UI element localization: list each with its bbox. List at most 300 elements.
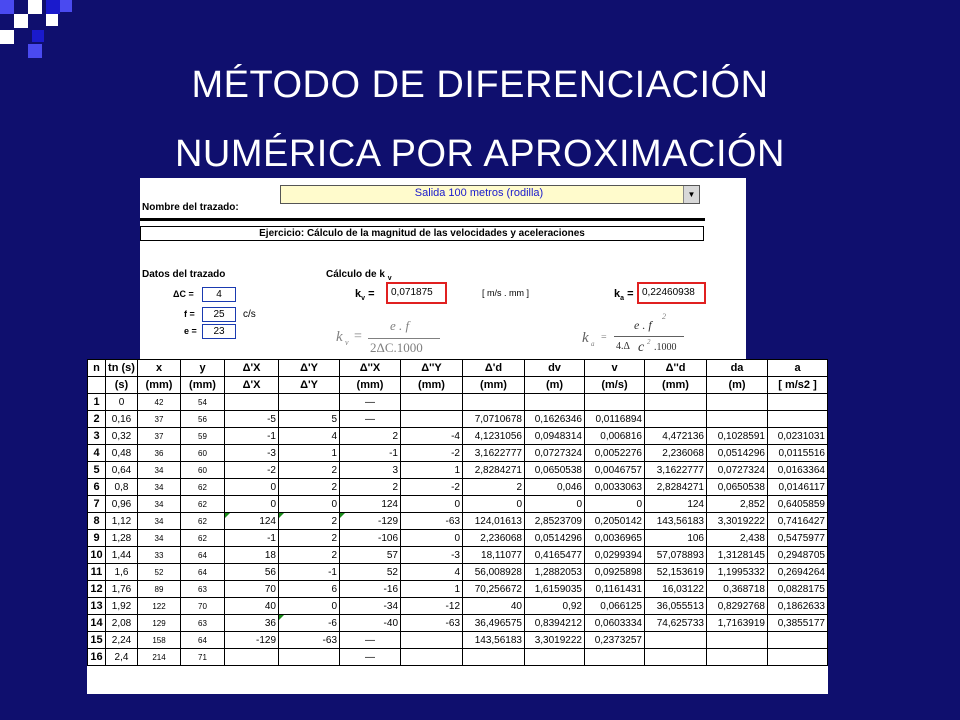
column-header: Δ'd xyxy=(463,360,525,377)
table-cell: 0,8 xyxy=(106,479,138,496)
spreadsheet-panel xyxy=(140,178,746,362)
table-cell: 0 xyxy=(106,394,138,411)
table-cell: 2 xyxy=(279,462,340,479)
table-cell: 33 xyxy=(138,547,181,564)
table-cell: 40 xyxy=(225,598,279,615)
table-cell: 0 xyxy=(225,479,279,496)
table-cell xyxy=(768,649,828,666)
table-cell: 0,1862633 xyxy=(768,598,828,615)
table-cell: 0,0231031 xyxy=(768,428,828,445)
table-row xyxy=(88,547,828,564)
kv-label xyxy=(355,288,375,302)
table-cell: 37 xyxy=(138,428,181,445)
table-cell xyxy=(225,649,279,666)
decor-square xyxy=(46,0,60,14)
table-cell: 59 xyxy=(181,428,225,445)
table-cell: 0,92 xyxy=(525,598,585,615)
table-cell: 0 xyxy=(279,496,340,513)
table-cell: 3,1622777 xyxy=(463,445,525,462)
table-cell: 4,1231056 xyxy=(463,428,525,445)
ka-formula-den-a: 4.Δ xyxy=(616,341,630,352)
column-header: Δ''X xyxy=(340,360,401,377)
table-cell: 1 xyxy=(401,581,463,598)
decor-square xyxy=(28,0,42,14)
table-cell: 42 xyxy=(138,394,181,411)
table-cell: 0,7416427 xyxy=(768,513,828,530)
column-unit: (mm) xyxy=(463,377,525,394)
table-cell: 1,3128145 xyxy=(707,547,768,564)
table-cell: — xyxy=(340,411,401,428)
ka-label xyxy=(614,288,634,302)
table-cell: 2,24 xyxy=(106,632,138,649)
column-header: y xyxy=(181,360,225,377)
datos-label: Datos del trazado xyxy=(142,269,226,280)
column-unit: (s) xyxy=(106,377,138,394)
ka-formula-den-c: .1000 xyxy=(654,342,677,353)
table-cell xyxy=(279,394,340,411)
param-label-e: e = xyxy=(184,326,197,336)
table-cell: 0,0514296 xyxy=(525,530,585,547)
table-cell: 70 xyxy=(181,598,225,615)
table-cell: 11 xyxy=(88,564,106,581)
ka-sub: a xyxy=(620,295,625,303)
table-cell: 0,368718 xyxy=(707,581,768,598)
table-cell: 62 xyxy=(181,530,225,547)
column-header: x xyxy=(138,360,181,377)
table-row xyxy=(88,530,828,547)
column-header: Δ''d xyxy=(645,360,707,377)
slide-title-line2: NUMÉRICA POR APROXIMACIÓN xyxy=(174,133,786,175)
table-cell: 62 xyxy=(181,479,225,496)
kv-sub: v xyxy=(361,295,366,303)
table-units-row xyxy=(88,377,828,394)
kv-formula-k: k xyxy=(336,329,343,345)
table-cell: 0 xyxy=(279,598,340,615)
kv-formula-num: e . f xyxy=(390,318,410,333)
table-cell: 5 xyxy=(279,411,340,428)
table-cell: 1,6159035 xyxy=(525,581,585,598)
table-cell: -2 xyxy=(225,462,279,479)
table-cell: 0,0650538 xyxy=(707,479,768,496)
table-cell: 2,236068 xyxy=(463,530,525,547)
column-unit xyxy=(88,377,106,394)
table-cell: 2,4 xyxy=(106,649,138,666)
table-cell xyxy=(525,394,585,411)
param-value-dc[interactable]: 4 xyxy=(202,287,236,302)
cell-marker-icon xyxy=(279,615,284,620)
table-cell: 3 xyxy=(88,428,106,445)
decor-square xyxy=(46,14,58,26)
table-cell: 2,8284271 xyxy=(645,479,707,496)
table-cell: — xyxy=(340,632,401,649)
table-cell: 1 xyxy=(279,445,340,462)
ka-formula-sub: a xyxy=(591,340,595,348)
decor-square xyxy=(32,30,44,42)
column-header: da xyxy=(707,360,768,377)
column-header: Δ'X xyxy=(225,360,279,377)
table-cell: 34 xyxy=(138,462,181,479)
table-cell: 214 xyxy=(138,649,181,666)
column-header: Δ'Y xyxy=(279,360,340,377)
table-cell: 0 xyxy=(525,496,585,513)
table-cell: 143,56183 xyxy=(645,513,707,530)
table-cell: 0,16 xyxy=(106,411,138,428)
data-table-panel xyxy=(87,359,828,694)
column-unit: (m/s) xyxy=(585,377,645,394)
table-cell: 0,0033063 xyxy=(585,479,645,496)
table-cell: 36,055513 xyxy=(645,598,707,615)
table-cell: 74,625733 xyxy=(645,615,707,632)
table-cell: 62 xyxy=(181,513,225,530)
table-cell: 2,236068 xyxy=(645,445,707,462)
table-cell: -1 xyxy=(340,445,401,462)
table-cell: 18,11077 xyxy=(463,547,525,564)
table-cell: 0 xyxy=(585,496,645,513)
ejercicio-banner xyxy=(140,226,704,241)
table-cell xyxy=(463,649,525,666)
table-cell: 124 xyxy=(225,513,279,530)
table-cell: 2 xyxy=(279,530,340,547)
decor-square xyxy=(14,14,28,28)
table-cell: 13 xyxy=(88,598,106,615)
table-cell: 0,0163364 xyxy=(768,462,828,479)
divider xyxy=(140,218,705,221)
table-cell: 0,2050142 xyxy=(585,513,645,530)
table-cell xyxy=(645,411,707,428)
table-cell: 60 xyxy=(181,445,225,462)
table-cell: 0,8292768 xyxy=(707,598,768,615)
table-cell xyxy=(645,632,707,649)
table-cell: 0,2373257 xyxy=(585,632,645,649)
table-cell xyxy=(401,649,463,666)
table-row xyxy=(88,632,828,649)
table-cell: 64 xyxy=(181,632,225,649)
table-cell: 14 xyxy=(88,615,106,632)
table-cell: 0,1626346 xyxy=(525,411,585,428)
table-cell: 4 xyxy=(279,428,340,445)
table-cell: 1,28 xyxy=(106,530,138,547)
table-cell: 0,8394212 xyxy=(525,615,585,632)
table-cell: 124 xyxy=(645,496,707,513)
table-cell: 52 xyxy=(340,564,401,581)
ejercicio-text: Ejercicio: Cálculo de la magnitud de las velocidades y aceleraciones xyxy=(259,228,585,239)
ka-value-box xyxy=(637,282,706,304)
table-cell: 106 xyxy=(645,530,707,547)
table-cell xyxy=(768,632,828,649)
table-cell xyxy=(707,632,768,649)
kv-value: 0,071875 xyxy=(391,287,433,298)
table-cell: 2 xyxy=(340,428,401,445)
table-cell xyxy=(401,632,463,649)
table-cell: 5 xyxy=(88,462,106,479)
table-cell: 1,44 xyxy=(106,547,138,564)
table-cell: — xyxy=(340,649,401,666)
table-cell: 6 xyxy=(88,479,106,496)
table-cell: 0,3855177 xyxy=(768,615,828,632)
column-unit: (mm) xyxy=(645,377,707,394)
table-cell: 0,2694264 xyxy=(768,564,828,581)
table-cell: 0,6405859 xyxy=(768,496,828,513)
table-cell: 124 xyxy=(340,496,401,513)
table-cell: 1 xyxy=(88,394,106,411)
table-cell: 3,1622777 xyxy=(645,462,707,479)
table-cell: 0,0046757 xyxy=(585,462,645,479)
table-cell xyxy=(707,394,768,411)
table-cell: 0 xyxy=(401,496,463,513)
table-cell: 2 xyxy=(279,547,340,564)
table-cell: 15 xyxy=(88,632,106,649)
param-label-dc: ΔC = xyxy=(173,289,194,299)
table-cell: 0,046 xyxy=(525,479,585,496)
table-cell: 4 xyxy=(401,564,463,581)
decor-square xyxy=(0,30,14,44)
table-cell: 8 xyxy=(88,513,106,530)
table-cell: 122 xyxy=(138,598,181,615)
column-unit: (mm) xyxy=(181,377,225,394)
table-cell: -2 xyxy=(401,445,463,462)
table-cell xyxy=(401,411,463,428)
table-cell: 2,8284271 xyxy=(463,462,525,479)
decor-square xyxy=(0,0,14,14)
table-cell xyxy=(463,394,525,411)
table-cell: -106 xyxy=(340,530,401,547)
table-cell: 0 xyxy=(401,530,463,547)
cell-marker-icon xyxy=(225,513,230,518)
table-cell: 0,006816 xyxy=(585,428,645,445)
table-cell: 4,472136 xyxy=(645,428,707,445)
table-cell: 0,1161431 xyxy=(585,581,645,598)
table-row xyxy=(88,649,828,666)
table-cell: 129 xyxy=(138,615,181,632)
calculo-sub: v xyxy=(387,275,392,282)
table-cell: 1,76 xyxy=(106,581,138,598)
table-cell: 0,2948705 xyxy=(768,547,828,564)
table-cell: 0,0603334 xyxy=(585,615,645,632)
table-row xyxy=(88,564,828,581)
kv-formula-sub: v xyxy=(345,338,349,347)
table-cell: -34 xyxy=(340,598,401,615)
ka-value: 0,22460938 xyxy=(642,287,695,298)
table-cell: 34 xyxy=(138,496,181,513)
trazado-dropdown[interactable] xyxy=(280,185,700,204)
table-cell: 0,5475977 xyxy=(768,530,828,547)
calculo-text: Cálculo de k xyxy=(326,269,385,280)
kv-formula-line xyxy=(368,338,440,339)
decor-square xyxy=(28,44,42,58)
table-cell: 0,96 xyxy=(106,496,138,513)
table-cell xyxy=(768,411,828,428)
table-cell: 0,0146117 xyxy=(768,479,828,496)
table-cell: 36,496575 xyxy=(463,615,525,632)
table-cell: 1,7163919 xyxy=(707,615,768,632)
table-cell: 56 xyxy=(225,564,279,581)
param-label-f: f = xyxy=(184,309,195,319)
table-cell: 89 xyxy=(138,581,181,598)
slide-title-line1: MÉTODO DE DIFERENCIACIÓN xyxy=(191,64,769,106)
table-cell: 52,153619 xyxy=(645,564,707,581)
table-cell: 0,0514296 xyxy=(707,445,768,462)
table-cell: 1,92 xyxy=(106,598,138,615)
table-row xyxy=(88,496,828,513)
kv-formula-den: 2ΔC.1000 xyxy=(370,340,423,355)
kv-formula xyxy=(334,318,444,360)
table-cell: 0 xyxy=(225,496,279,513)
table-cell: 0,64 xyxy=(106,462,138,479)
table-cell: 12 xyxy=(88,581,106,598)
table-cell: 0 xyxy=(463,496,525,513)
column-header: a xyxy=(768,360,828,377)
column-header: tn (s) xyxy=(106,360,138,377)
table-cell: 0,0828175 xyxy=(768,581,828,598)
table-cell: 2,438 xyxy=(707,530,768,547)
table-cell: 0,0299394 xyxy=(585,547,645,564)
table-cell: 63 xyxy=(181,581,225,598)
table-cell: 0,48 xyxy=(106,445,138,462)
table-cell: 0,32 xyxy=(106,428,138,445)
table-cell: 0,0036965 xyxy=(585,530,645,547)
table-cell: 3 xyxy=(340,462,401,479)
column-unit: (m) xyxy=(525,377,585,394)
column-unit: (mm) xyxy=(401,377,463,394)
table-cell: 70 xyxy=(225,581,279,598)
table-cell: 40 xyxy=(463,598,525,615)
table-cell: 0,0115516 xyxy=(768,445,828,462)
ka-formula-k: k xyxy=(582,330,589,346)
table-cell xyxy=(768,394,828,411)
table-cell: 0,0727324 xyxy=(525,445,585,462)
table-cell: 1,1995332 xyxy=(707,564,768,581)
table-cell: 0,0116894 xyxy=(585,411,645,428)
column-unit: (m) xyxy=(707,377,768,394)
table-cell: -129 xyxy=(225,632,279,649)
table-row xyxy=(88,428,828,445)
table-cell: 57 xyxy=(340,547,401,564)
table-cell: 56,008928 xyxy=(463,564,525,581)
ka-formula-eq: = xyxy=(601,332,607,343)
table-cell xyxy=(279,649,340,666)
table-cell: 2 xyxy=(88,411,106,428)
table-cell: 2 xyxy=(279,479,340,496)
table-cell xyxy=(585,649,645,666)
table-cell: 54 xyxy=(181,394,225,411)
table-cell: 3,3019222 xyxy=(525,632,585,649)
table-cell: -1 xyxy=(279,564,340,581)
table-cell: 7 xyxy=(88,496,106,513)
table-cell xyxy=(707,411,768,428)
table-cell: 64 xyxy=(181,564,225,581)
table-cell: -4 xyxy=(401,428,463,445)
dropdown-value: Salida 100 metros (rodilla) xyxy=(414,187,544,199)
table-cell: — xyxy=(340,394,401,411)
table-cell: -63 xyxy=(401,615,463,632)
table-cell: -6 xyxy=(279,615,340,632)
column-header: Δ''Y xyxy=(401,360,463,377)
table-cell xyxy=(225,394,279,411)
table-row xyxy=(88,598,828,615)
kv-eq: = xyxy=(368,288,375,300)
table-cell: 0,1028591 xyxy=(707,428,768,445)
table-cell: 70,256672 xyxy=(463,581,525,598)
column-unit: Δ'X xyxy=(225,377,279,394)
table-cell: 4 xyxy=(88,445,106,462)
table-row xyxy=(88,479,828,496)
table-cell xyxy=(585,394,645,411)
table-row xyxy=(88,411,828,428)
table-cell: 1,6 xyxy=(106,564,138,581)
table-cell: 2,852 xyxy=(707,496,768,513)
table-cell: 16 xyxy=(88,649,106,666)
decor-square xyxy=(60,0,72,12)
kv-formula-eq: = xyxy=(354,329,362,344)
table-cell: 2 xyxy=(279,513,340,530)
table-cell: 7,0710678 xyxy=(463,411,525,428)
table-cell xyxy=(707,649,768,666)
param-value-f[interactable]: 25 xyxy=(202,307,236,322)
table-row xyxy=(88,581,828,598)
table-cell: 34 xyxy=(138,530,181,547)
table-cell: 2 xyxy=(463,479,525,496)
ka-formula-den-b: c xyxy=(638,340,645,355)
nombre-label: Nombre del trazado: xyxy=(142,202,239,213)
table-row xyxy=(88,513,828,530)
table-cell: -12 xyxy=(401,598,463,615)
table-cell: 1,2882053 xyxy=(525,564,585,581)
column-unit: [ m/s2 ] xyxy=(768,377,828,394)
column-header: n xyxy=(88,360,106,377)
column-unit: (mm) xyxy=(340,377,401,394)
table-row xyxy=(88,445,828,462)
table-header-row xyxy=(88,360,828,377)
table-cell: -5 xyxy=(225,411,279,428)
table-cell: 34 xyxy=(138,513,181,530)
table-cell: 6 xyxy=(279,581,340,598)
table-cell: 57,078893 xyxy=(645,547,707,564)
table-cell: 158 xyxy=(138,632,181,649)
table-cell: 18 xyxy=(225,547,279,564)
column-unit: (mm) xyxy=(138,377,181,394)
chevron-down-icon[interactable]: ▼ xyxy=(683,186,699,203)
table-cell: 62 xyxy=(181,496,225,513)
param-value-e[interactable]: 23 xyxy=(202,324,236,339)
table-cell: 3,3019222 xyxy=(707,513,768,530)
table-cell: -1 xyxy=(225,428,279,445)
ka-eq: = xyxy=(627,288,634,300)
table-cell: 64 xyxy=(181,547,225,564)
cell-marker-icon xyxy=(340,513,345,518)
data-table xyxy=(87,359,828,666)
table-cell: 36 xyxy=(138,445,181,462)
table-cell: 2,08 xyxy=(106,615,138,632)
kv-unit: [ m/s . mm ] xyxy=(482,288,529,298)
table-cell: 34 xyxy=(138,479,181,496)
table-cell: -1 xyxy=(225,530,279,547)
table-cell: 37 xyxy=(138,411,181,428)
table-cell xyxy=(401,394,463,411)
table-cell: 63 xyxy=(181,615,225,632)
table-cell: 0,4165477 xyxy=(525,547,585,564)
column-header: dv xyxy=(525,360,585,377)
table-row xyxy=(88,394,828,411)
table-cell: -16 xyxy=(340,581,401,598)
table-cell: 0,066125 xyxy=(585,598,645,615)
cell-marker-icon xyxy=(279,513,284,518)
table-cell: 1 xyxy=(401,462,463,479)
table-cell: 10 xyxy=(88,547,106,564)
table-cell: -3 xyxy=(401,547,463,564)
kv-value-box xyxy=(386,282,447,304)
table-cell: 0,0925898 xyxy=(585,564,645,581)
table-cell: 0,0948314 xyxy=(525,428,585,445)
